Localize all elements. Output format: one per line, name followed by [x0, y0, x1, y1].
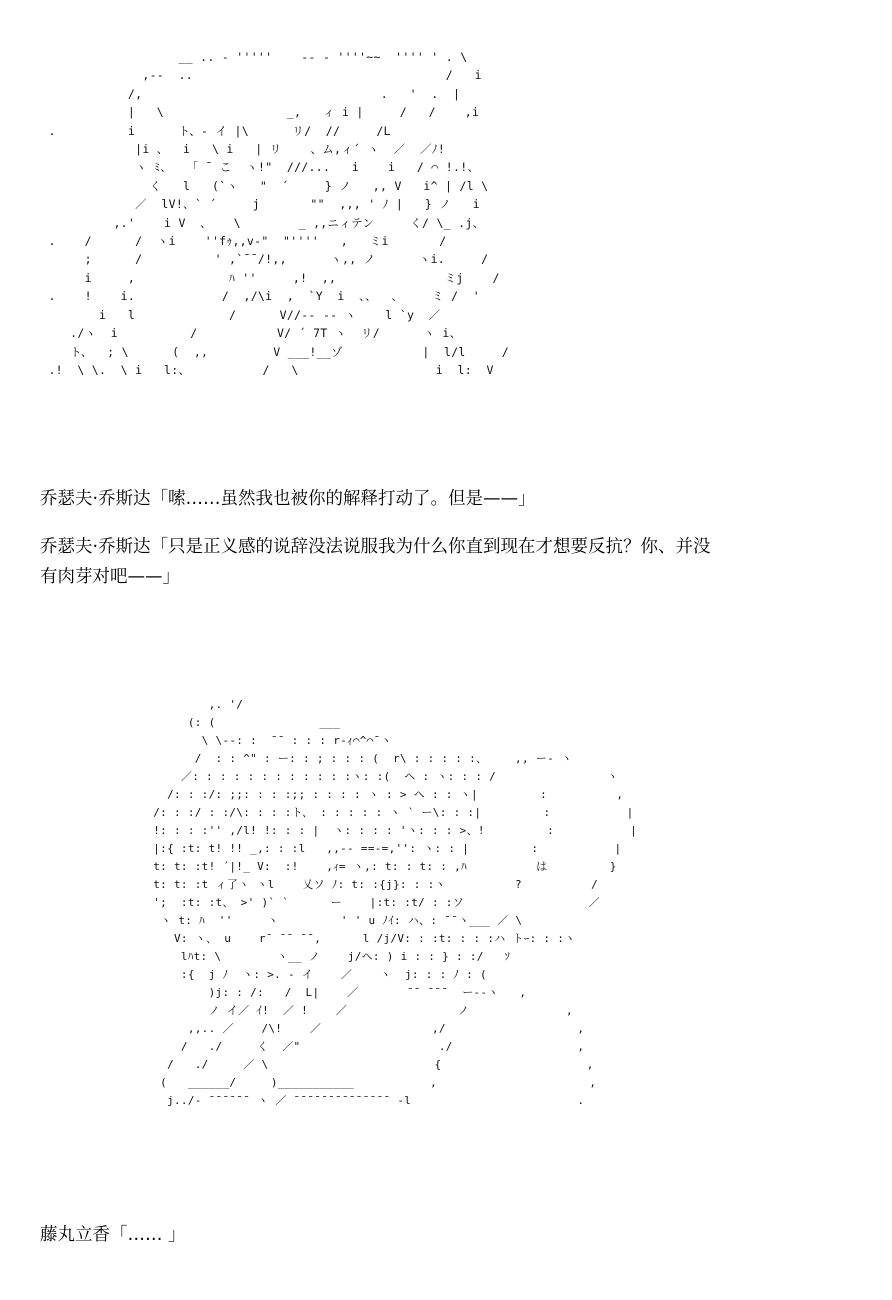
dialogue-text: 「只是正义感的说辞没法说服我为什么你直到现在才想要反抗？你、并没 — [150, 537, 711, 557]
speaker-name: 乔瑟夫·乔斯达 — [40, 537, 151, 557]
dialogue-text-continuation: 有肉芽对吧——」 — [40, 567, 180, 587]
dialogue-text: 「嗦……虽然我也被你的解释打动了。但是——」 — [150, 489, 536, 509]
ascii-art-joseph: __ .. - ''''' -- - ''''~~ '''' ' . \ ,-- .. / i /, . ' . | | \ _, ィ i | / / ,i . i ト、- イ |\ リ/ // /L |i 、 i \ i | リ 、ム,ィ´ ヽ ／ ／ﾉ! ヽ ﾐ、 「 ¯ こ ヽ!" ///... i i / ⌒ !.!、 く l (`ヽ " ´ } ノ ,, V i^ | /l \ ／ lV!、` ´ j "" ,,, ' ﾉ | } ノ i ,.' i V 、 \ _ ,,ニィテン く/ \_ .j、 . / / ヽi ''fｩ,,v-" "'''' , ミi / ; / ' ,`¯¯/!,, ヽ,, ノ ヽi. / i , ﾊ '' ,! ,, ミj / . ! i. / ,/\i , `Y i 、、 、 ミ / ' i l / V//-- -- ヽ l `y ／ ./ヽ i / V/ ´ 7T ヽ リ/ ヽ i、 ト、 ; \ ( ,, V ___!__ゾ | l/l / .! \ \. \ i l:、 / \ i l: V — [48, 50, 510, 377]
ascii-art-ritsuka: ,. '/ (: ( ___ \ \--: : ¯¯ : : : r-ｨ⌒^⌒¯ヽ / : : ^" : ー: : ; : : : ( r\ : : : : :、 ,, ー- ヽ ／: : : : : : : : : : : :ヽ: :( ヘ : ヽ: : : / ヽ /: : :/: ;;: : : :;; : : : : ヽ : > ヘ : : ヽ| : , /: : :/ : :/\: : : :ト、 : : : : : ヽ ` ー\: : :| : | !: : : :'' ,/l! !: : : | ヽ: : : : 'ヽ: : : >、! : | |:{ :t: t! !! _,: : :l ,,-- ==-=,'': ヽ: : | : | t: t: :t! ´|!_ V: :! ,ｨ= ヽ,: t: : t: : ,ﾊ は } t: t: :t ィ了ヽ ヽl 乂ソ ﾉ: t: :{j}: : :ヽ ? / '; :t: :t、 >' )` ` ー |:t: :t/ : :ソ ／ ヽ t: ﾊ '' ヽ ' ' u ﾉｲ: ハ、: ¯¯ヽ___ ／ \ V: ヽ、 u r¯ ¯¯ ¯¯, l /j/V: : :t: : : :ハ トｰ: : :ヽ lﾊt: \ ヽ__ ノ j/ヘ: ) i : : } : :/ ｿ :{ j ﾉ ヽ: >. - イ ／ ヽ j: : : ﾉ : ( )j: : /: / L| ／ ¯¯ ¯¯¯ ー--ヽ , ノ イ／ ｲ! ／ ! ／ ノ , ,,.. ／ /\! ／ ,/ , / ./ く ／" ./ , / ./ ／ \ { , ( ______/ )___________ , , j../- ¯¯¯¯¯¯ ヽ ／ ¯¯¯¯¯¯¯¯¯¯¯¯¯¯ -l . — [153, 698, 638, 1107]
dialogue-text: 「…… 」 — [110, 1225, 186, 1245]
speaker-name: 乔瑟夫·乔斯达 — [40, 489, 151, 509]
dialogue-line-2-continuation — [40, 564, 180, 590]
dialogue-line-1 — [40, 486, 536, 512]
speaker-name: 藤丸立香 — [40, 1225, 110, 1245]
dialogue-line-2 — [40, 534, 711, 560]
dialogue-line-3 — [40, 1222, 186, 1248]
